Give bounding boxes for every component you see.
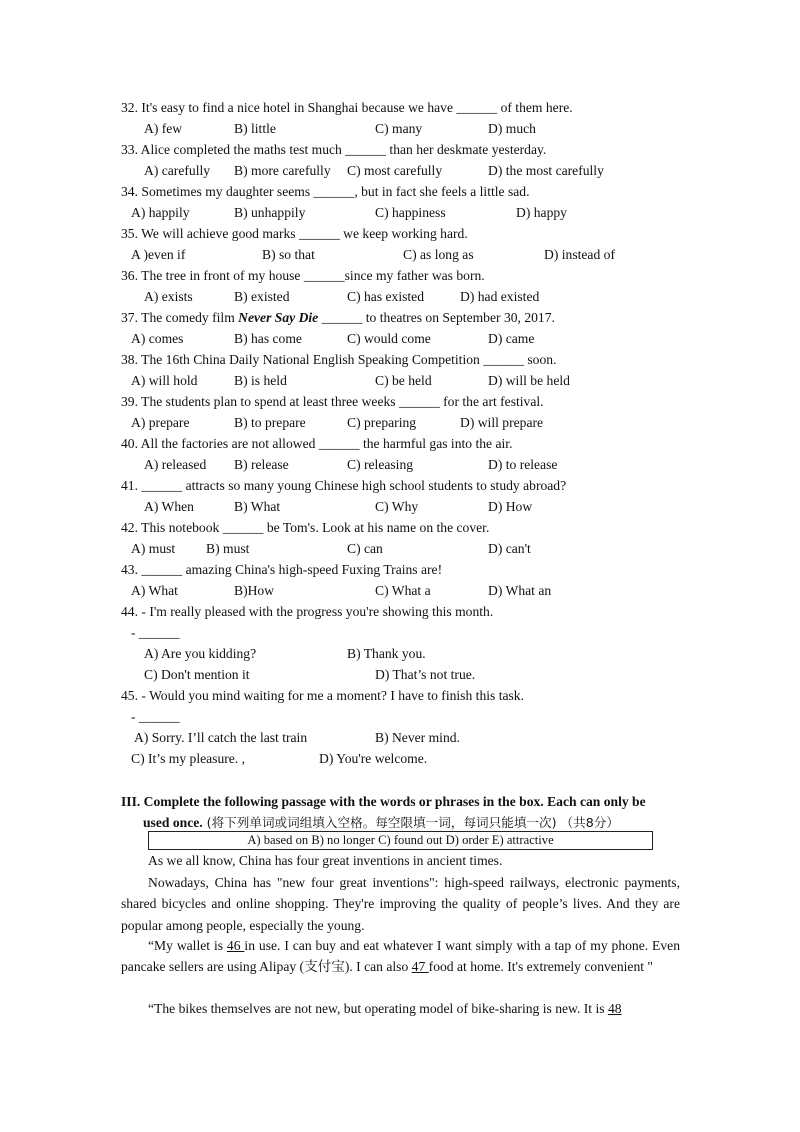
q33-option-d: D) the most carefully xyxy=(488,163,604,178)
question-42-stem: 42. This notebook ______ be Tom's. Look at his name on the cover. xyxy=(121,520,490,535)
word-box: A) based on B) no longer C) found out D) order E) attractive xyxy=(148,831,653,850)
q35-option-a: A )even if xyxy=(131,247,186,262)
question-33-stem: 33. Alice completed the maths test much ______ than her deskmate yesterday. xyxy=(121,142,547,157)
q44-option-d: D) That’s not true. xyxy=(375,667,476,682)
q42-option-b: B) must xyxy=(206,541,250,556)
section-3-heading-line-1: III. Complete the following passage with the words or phrases in the box. Each can only be xyxy=(121,794,646,809)
q38-option-d: D) will be held xyxy=(488,373,570,388)
q45-option-b: B) Never mind. xyxy=(375,730,460,745)
q37-option-b: B) has come xyxy=(234,331,302,346)
q36-option-d: D) had existed xyxy=(460,289,540,304)
q42-option-a: A) must xyxy=(131,541,176,556)
blank-47[interactable]: 47 xyxy=(411,959,429,975)
q41-option-c: C) Why xyxy=(375,499,419,514)
q36-option-c: C) has existed xyxy=(347,289,425,304)
section-3-heading-line-2 xyxy=(121,812,679,833)
question-45-stem: 45. - Would you mind waiting for me a moment? I have to finish this task. xyxy=(121,688,525,703)
question-38-stem: 38. The 16th China Daily National English Speaking Competition ______ soon. xyxy=(121,352,557,367)
q38-option-a: A) will hold xyxy=(131,373,198,388)
question-36-stem: 36. The tree in front of my house ______since my father was born. xyxy=(121,268,485,283)
q37-stem-post: ______ to theatres on September 30, 2017. xyxy=(318,310,555,325)
q32-option-b: B) little xyxy=(234,121,276,136)
section-3-heading-chinese: (将下列单词或词组填入空格。每空限填一词，每词只能填一次) （共8分） xyxy=(202,815,619,830)
q43-option-b: B)How xyxy=(234,583,275,598)
p3-text-a: “My wallet is xyxy=(148,938,227,953)
q37-stem-pre: 37. The comedy film xyxy=(121,310,239,325)
q40-option-c: C) releasing xyxy=(347,457,414,472)
q43-option-d: D) What an xyxy=(488,583,552,598)
q35-option-c: C) as long as xyxy=(403,247,474,262)
question-32-stem: 32. It's easy to find a nice hotel in Shanghai because we have ______ of them here. xyxy=(121,100,573,115)
question-39-stem: 39. The students plan to spend at least three weeks ______ for the art festival. xyxy=(121,394,544,409)
q39-option-c: C) preparing xyxy=(347,415,417,430)
q35-option-d: D) instead of xyxy=(544,247,615,262)
q33-option-b: B) more carefully xyxy=(234,163,331,178)
blank-46[interactable]: 46 xyxy=(226,938,245,953)
q40-option-a: A) released xyxy=(144,457,207,472)
q45-option-d: D) You're welcome. xyxy=(319,751,428,766)
passage-paragraph-2: Nowadays, China has "new four great inventions": high-speed railways, electronic payments, shared bicycles and online shopping. They're improving the quality of people’s lives. And they are popular among people, especially the young. xyxy=(121,875,680,933)
q45-reply: - ______ xyxy=(131,709,180,724)
q36-option-b: B) existed xyxy=(234,289,290,304)
q41-option-a: A) When xyxy=(144,499,194,514)
q40-option-d: D) to release xyxy=(488,457,558,472)
section-3-heading-used-once: used once. xyxy=(143,815,203,830)
q32-option-d: D) much xyxy=(488,121,536,136)
question-43-stem: 43. ______ amazing China's high-speed Fuxing Trains are! xyxy=(121,562,443,577)
question-34-stem: 34. Sometimes my daughter seems ______, but in fact she feels a little sad. xyxy=(121,184,530,199)
q43-option-a: A) What xyxy=(131,583,178,598)
q43-option-c: C) What a xyxy=(375,583,431,598)
q45-option-c: C) It’s my pleasure. , xyxy=(131,751,246,766)
q44-option-b: B) Thank you. xyxy=(347,646,426,661)
q34-option-b: B) unhappily xyxy=(234,205,306,220)
q44-option-a: A) Are you kidding? xyxy=(144,646,257,661)
q41-option-d: D) How xyxy=(488,499,533,514)
q40-option-b: B) release xyxy=(234,457,289,472)
passage-paragraph-4 xyxy=(121,998,680,1019)
question-44-stem: 44. - I'm really pleased with the progress you're showing this month. xyxy=(121,604,494,619)
q39-option-a: A) prepare xyxy=(131,415,190,430)
passage-paragraph-1: As we all know, China has four great inventions in ancient times. xyxy=(148,853,503,868)
blank-48[interactable]: 48 xyxy=(607,1001,622,1016)
q42-option-c: C) can xyxy=(347,541,383,556)
q37-option-c: C) would come xyxy=(347,331,431,346)
p3-text-c: food at home. It's extremely convenient " xyxy=(428,959,653,975)
q37-option-a: A) comes xyxy=(131,331,184,346)
passage-paragraph-3 xyxy=(121,935,680,978)
q44-reply: - ______ xyxy=(131,625,180,640)
p3-text-b: in use. I can buy and eat whatever I want simply with a tap of my phone. Even pancake sellers are using Alipay (支付宝). I can also xyxy=(121,938,680,975)
q44-option-c: C) Don't mention it xyxy=(144,667,250,682)
q33-option-c: C) most carefully xyxy=(347,163,443,178)
section-3-heading xyxy=(121,791,679,833)
question-41-stem: 41. ______ attracts so many young Chinese high school students to study abroad? xyxy=(121,478,567,493)
q37-film-title: Never Say Die xyxy=(238,310,319,325)
q32-option-c: C) many xyxy=(375,121,423,136)
question-35-stem: 35. We will achieve good marks ______ we keep working hard. xyxy=(121,226,468,241)
q41-option-b: B) What xyxy=(234,499,281,514)
q33-option-a: A) carefully xyxy=(144,163,211,178)
question-40-stem: 40. All the factories are not allowed ______ the harmful gas into the air. xyxy=(121,436,513,451)
q34-option-d: D) happy xyxy=(516,205,567,220)
question-37-stem xyxy=(121,309,555,327)
q39-option-b: B) to prepare xyxy=(234,415,306,430)
p4-text-a: “The bikes themselves are not new, but operating model of bike-sharing is new. It is xyxy=(148,1001,608,1016)
q39-option-d: D) will prepare xyxy=(460,415,544,430)
q38-option-c: C) be held xyxy=(375,373,432,388)
q42-option-d: D) can't xyxy=(488,541,531,556)
q35-option-b: B) so that xyxy=(262,247,315,262)
q38-option-b: B) is held xyxy=(234,373,287,388)
q36-option-a: A) exists xyxy=(144,289,193,304)
q32-option-a: A) few xyxy=(144,121,183,136)
q45-option-a: A) Sorry. I’ll catch the last train xyxy=(134,730,308,745)
q34-option-c: C) happiness xyxy=(375,205,446,220)
q34-option-a: A) happily xyxy=(131,205,190,220)
q37-option-d: D) came xyxy=(488,331,535,346)
